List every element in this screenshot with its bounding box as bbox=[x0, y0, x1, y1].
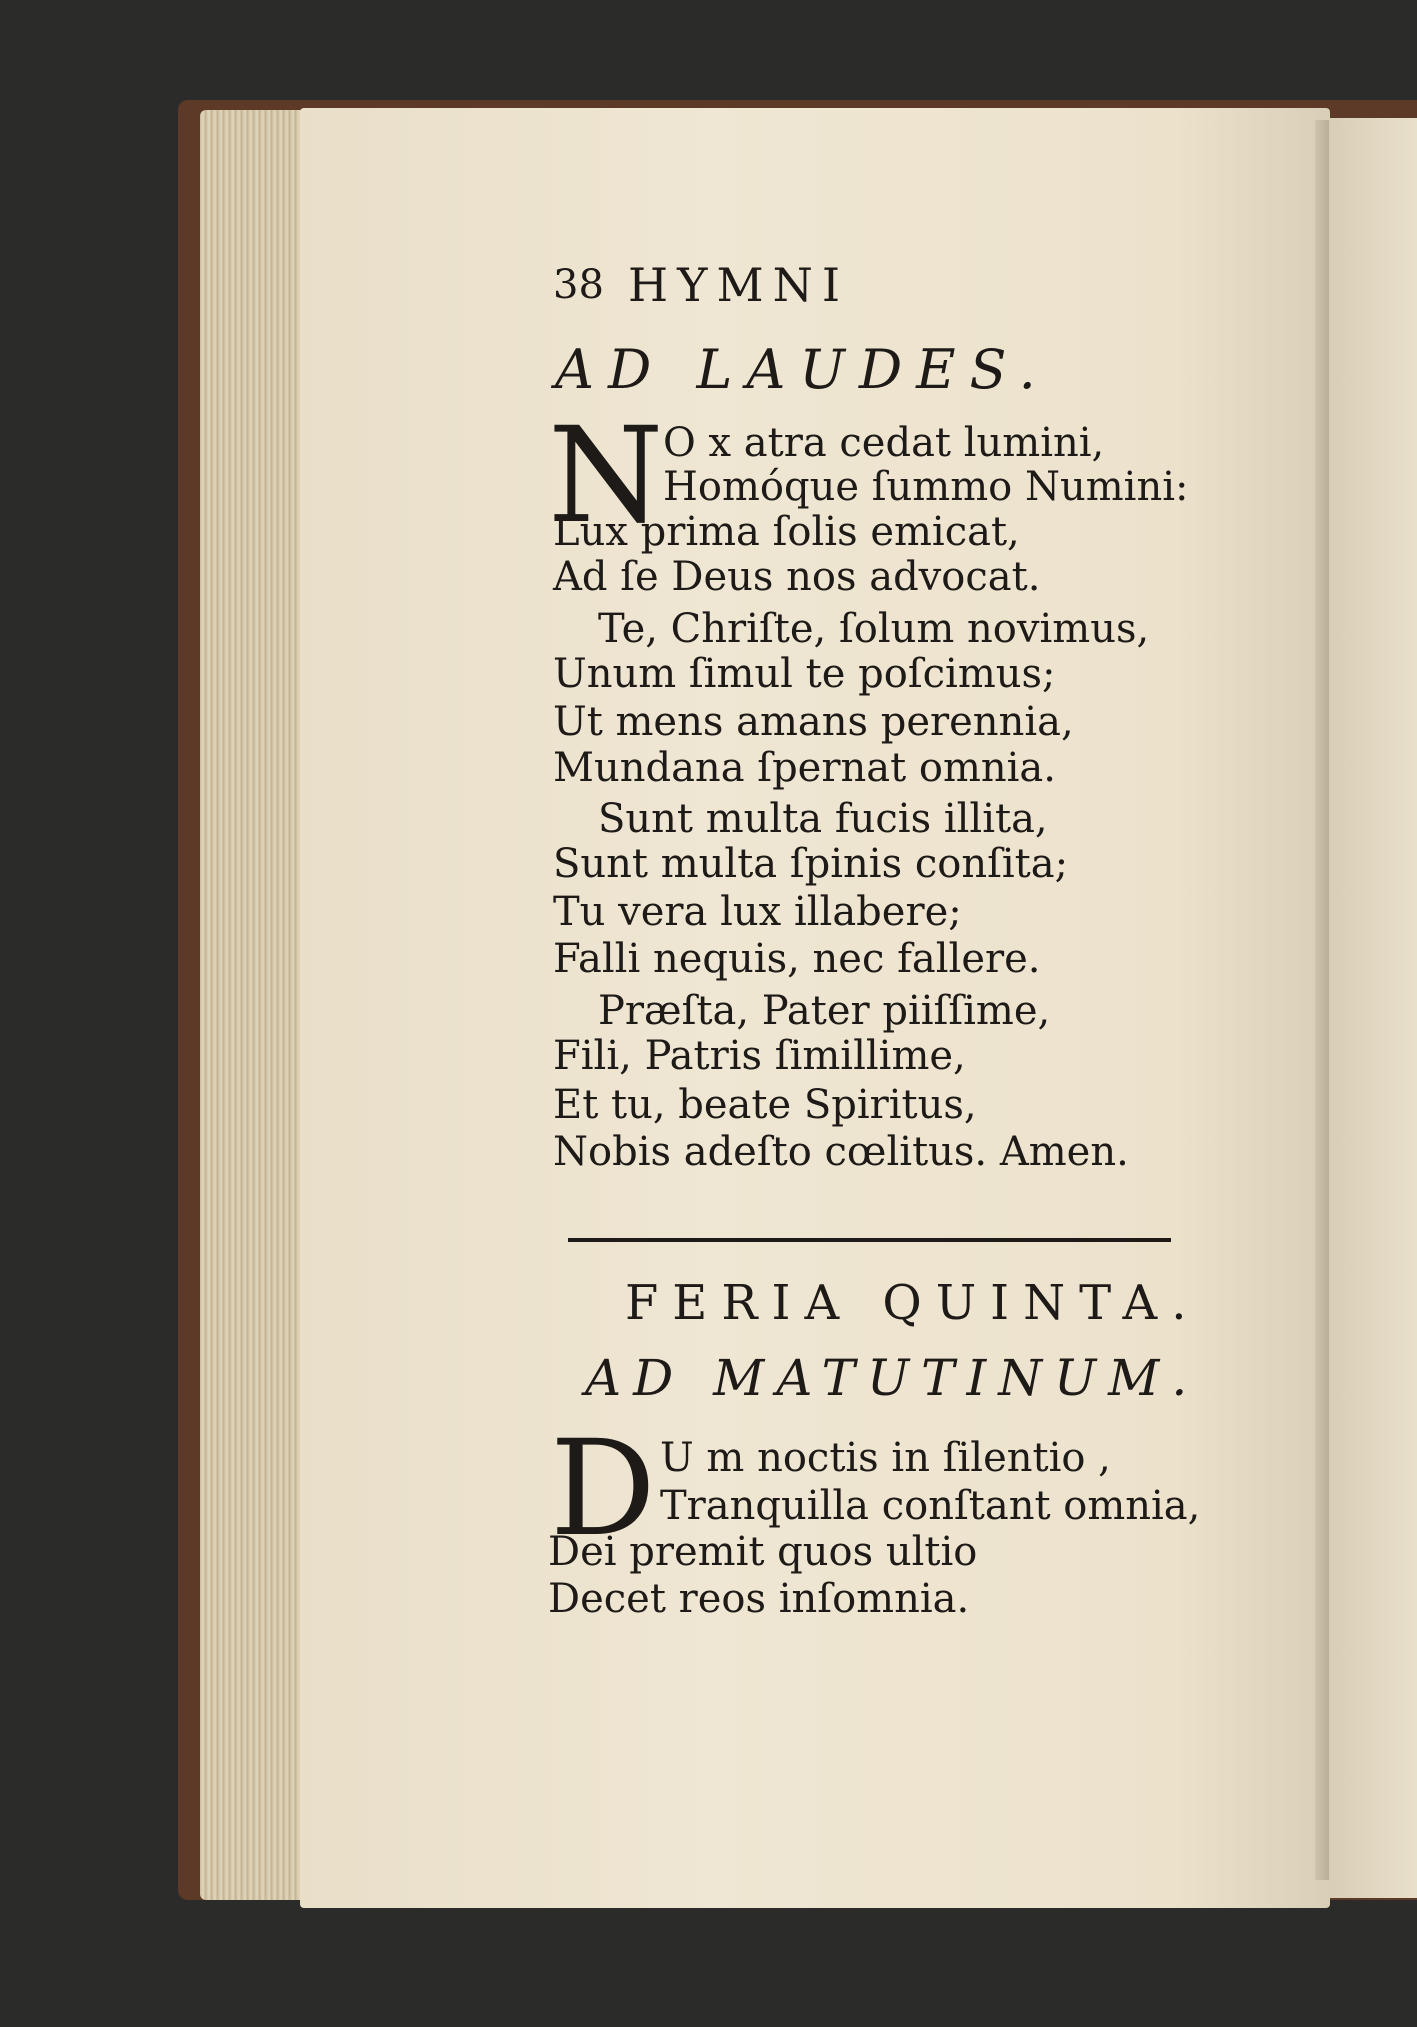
section-heading-feria-quinta: FERIA QUINTA. bbox=[625, 1275, 1201, 1331]
verse-line: Præſta, Pater piiſſime, bbox=[598, 988, 1051, 1034]
verse-line: Sunt multa ſpinis conſita; bbox=[553, 841, 1069, 887]
verse-line: Homóque ſummo Numini: bbox=[663, 464, 1189, 510]
verse-line: Dei premit quos ultio bbox=[548, 1529, 978, 1575]
verse-line: Mundana ſpernat omnia. bbox=[553, 745, 1056, 791]
verse-line: Lux prima ſolis emicat, bbox=[553, 509, 1020, 555]
verse-line: Et tu, beate Spiritus, bbox=[553, 1082, 977, 1128]
verse-line: Ut mens amans perennia, bbox=[553, 699, 1074, 745]
page-gutter bbox=[1315, 120, 1329, 1880]
section-divider-rule bbox=[568, 1238, 1171, 1242]
verse-line: Falli nequis, nec fallere. bbox=[553, 936, 1041, 982]
verse-line: U m noctis in ſilentio , bbox=[660, 1435, 1111, 1481]
drop-cap-n: N bbox=[548, 399, 664, 553]
verse-line: Nobis adeſto cœlitus. Amen. bbox=[553, 1129, 1129, 1175]
hymn-title-ad-matutinum: AD MATUTINUM. bbox=[585, 1349, 1200, 1407]
verse-line: Tu vera lux illabere; bbox=[553, 889, 962, 935]
verse-line: Tranquilla conſtant omnia, bbox=[660, 1483, 1201, 1529]
running-head: HYMNI bbox=[628, 258, 850, 312]
verse-line: Unum ſimul te poſcimus; bbox=[553, 651, 1056, 697]
drop-cap-d: D bbox=[550, 1412, 656, 1566]
verse-line: Te, Chriſte, ſolum novimus, bbox=[598, 606, 1150, 652]
hymn-title-ad-laudes: AD LAUDES. bbox=[555, 338, 1050, 401]
verse-line: Ad ſe Deus nos advocat. bbox=[553, 554, 1041, 600]
verse-line: Fili, Patris ſimillime, bbox=[553, 1033, 966, 1079]
facing-page-edge bbox=[1329, 118, 1417, 1898]
page-number: 38 bbox=[553, 262, 604, 308]
verse-line: O x atra cedat lumini, bbox=[663, 420, 1105, 466]
verse-line: Sunt multa fucis illita, bbox=[598, 796, 1048, 842]
verse-line: Decet reos inſomnia. bbox=[548, 1576, 970, 1622]
